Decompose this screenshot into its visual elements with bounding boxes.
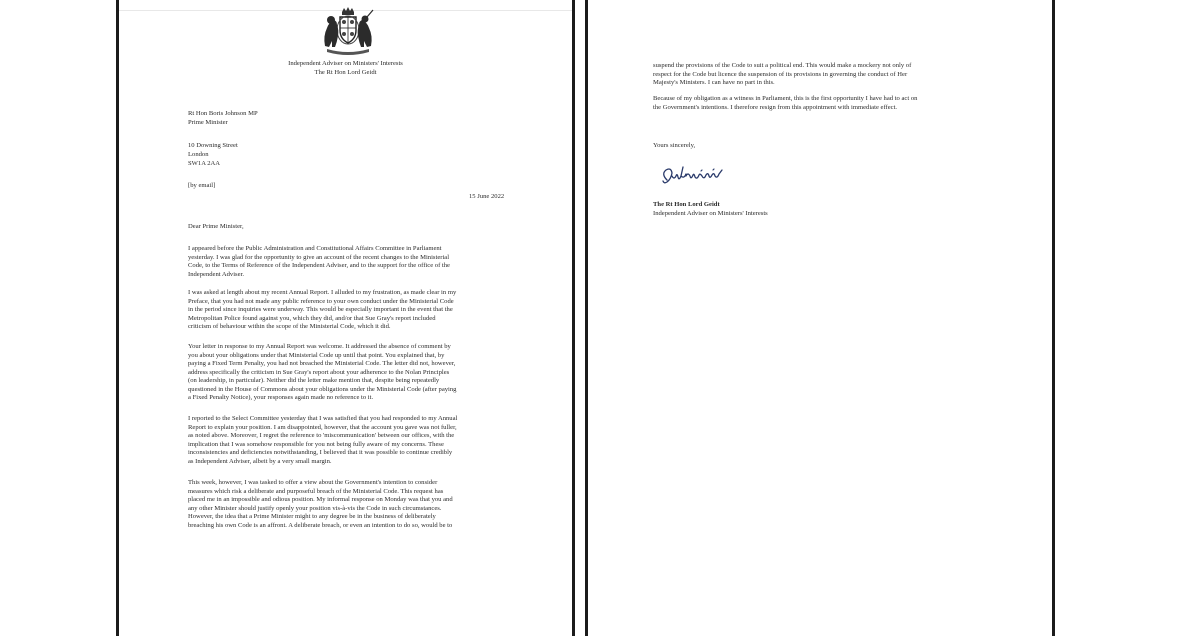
paragraph-5 [188, 479, 453, 530]
paragraph-line: (on leadership, in particular). Neither did the letter make mention that, despite being repeatedly [188, 377, 440, 384]
salutation: Dear Prime Minister, [188, 223, 244, 230]
paragraph-2 [188, 289, 456, 332]
paragraph-4 [188, 415, 457, 466]
paragraph-line: Your letter in response to my Annual Report was welcome. It addressed the absence of comment by [188, 343, 451, 350]
address-line-2: London [188, 151, 209, 158]
sender-office: Independent Adviser on Ministers' Interests [288, 60, 403, 67]
page2-paragraph-1 [653, 62, 911, 88]
paragraph-line: I was asked at length about my recent Annual Report. I alluded to my frustration, as made clear in my [188, 289, 457, 296]
paragraph-3 [188, 343, 456, 403]
recipient-name: Rt Hon Boris Johnson MP [188, 110, 258, 117]
closing: Yours sincerely, [653, 142, 696, 149]
paragraph-line: inconsistencies and deficiencies notwithstanding, I believed that it was possible to continue credibly [188, 449, 453, 456]
paragraph-line: Because of my obligation as a witness in Parliament, this is the first opportunity I have had to act on [653, 95, 918, 102]
paragraph-line: yesterday. I was glad for the opportunity to give an account of the recent changes to the Ministerial [188, 253, 450, 261]
signatory-role: Independent Adviser on Ministers' Interests [653, 210, 768, 217]
paragraph-line: I appeared before the Public Administration and Constitutional Affairs Committee in Parliament [188, 245, 442, 252]
paragraph-line: the Government's intentions. I therefore resign from this appointment with immediate effect. [653, 103, 898, 111]
royal-coat-of-arms-icon [317, 6, 379, 56]
address-line-1: 10 Downing Street [188, 142, 238, 149]
paragraph-line: respect for the Code but licence the suspension of its provisions in governing the conduct of Her [653, 70, 908, 78]
paragraph-1 [188, 245, 450, 279]
paragraph-line: questioned in the House of Commons about your obligations under the Ministerial Code (after paying [188, 385, 457, 393]
paragraph-line: Metropolitan Police found against you, which they did, and/or that Sue Gray's report included [188, 314, 436, 322]
address-line-3: SW1A 2AA [188, 160, 221, 167]
paragraph-line: measures which risk a deliberate and purposeful breach of the Ministerial Code. This request has [188, 487, 444, 495]
paragraph-line: as Independent Adviser, albeit by a very small margin. [188, 457, 332, 465]
paragraph-line: I reported to the Select Committee yesterday that I was satisfied that you had responded to my Annual [188, 415, 458, 422]
paragraph-line: paying a Fixed Term Penalty, you had not breached the Ministerial Code. The letter did not, however, [188, 360, 456, 367]
paragraph-line: criticism of behaviour within the scope of the Ministerial Code, which it did. [188, 323, 391, 330]
paragraph-line: Majesty's Ministers. I can have no part in this. [653, 79, 775, 86]
paragraph-line: as noted above. Moreover, I regret the reference to 'miscommunication' between our offices, with the [188, 432, 455, 439]
page2-paragraph-2 [653, 95, 917, 112]
paragraph-line: any other Minister should justify openly your position vis-à-vis the Code in such circumstances. [188, 504, 442, 512]
paragraph-line: you about your obligations under that Ministerial Code up until that point. You explained that, by [188, 351, 445, 359]
paragraph-line: address specifically the criticism in Sue Gray's report about your adherence to the Nolan Principles [188, 368, 450, 376]
recipient-title: Prime Minister [188, 119, 228, 126]
delivery-method: [by email] [188, 182, 216, 189]
paragraph-line: implication that I was somehow responsible for you not being fully aware of my concerns. These [188, 440, 444, 448]
paragraph-line: Independent Adviser. [188, 270, 245, 278]
letter-date: 15 June 2022 [469, 193, 505, 200]
paragraph-line: Preface, that you had not made any public reference to your own conduct under the Ministerial Code [188, 297, 454, 305]
handwritten-signature-icon [657, 164, 757, 190]
paragraph-line: However, the idea that a Prime Minister might to any degree be in the business of deliberately [188, 513, 436, 520]
paragraph-line: This week, however, I was tasked to offer a view about the Government's intention to consider [188, 479, 438, 486]
paragraph-line: breaching his own Code is an affront. A deliberate breach, or even an intention to do so, would be to [188, 521, 453, 529]
paragraph-line: suspend the provisions of the Code to suit a political end. This would make a mockery not only of [653, 62, 912, 69]
signatory-name: The Rt Hon Lord Geidt [653, 201, 720, 208]
paragraph-line: in the period since inquiries were underway. This would be especially important in the event that the [188, 306, 453, 313]
paragraph-line: placed me in an impossible and odious position. My informal response on Monday was that you and [188, 496, 453, 503]
paragraph-line: Report to explain your position. I am disappointed, however, that the account you gave was not fuller, [188, 423, 457, 431]
paragraph-line: Code, to the Terms of Reference of the Independent Adviser, and to the support for the office of the [188, 262, 450, 269]
letter-page-1 [116, 0, 575, 636]
letter-page-2 [585, 0, 1055, 636]
sender-name: The Rt Hon Lord Geidt [314, 68, 377, 76]
paragraph-line: a Fixed Penalty Notice), your responses again made no reference to it. [188, 394, 374, 401]
